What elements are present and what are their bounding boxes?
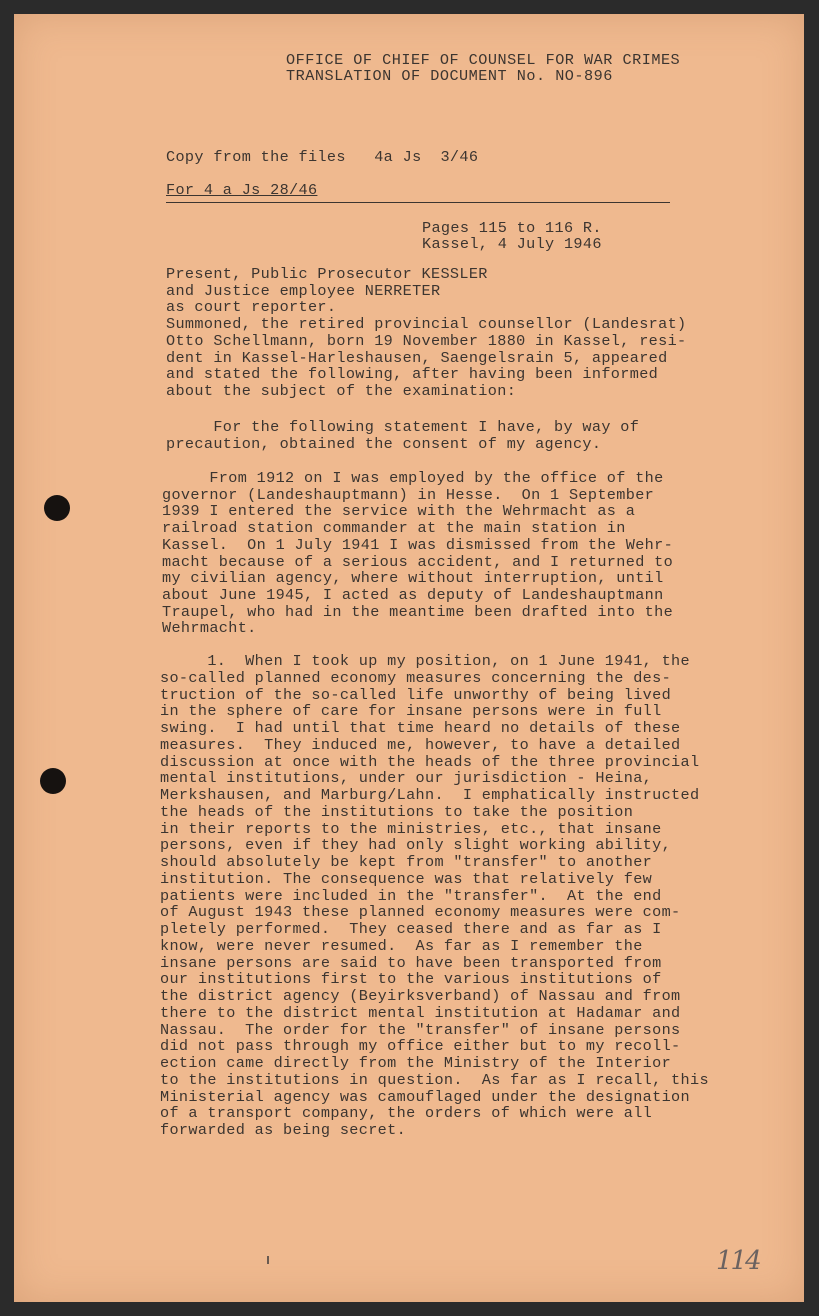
text-line: ection came directly from the Ministry of the Interior — [160, 1054, 672, 1072]
text-line: precaution, obtained the consent of my agency. — [166, 434, 602, 453]
text-line: about the subject of the examination: — [166, 381, 517, 400]
text-line: Present, Public Prosecutor KESSLER — [166, 265, 488, 283]
text-line: pletely performed. They ceased there and as far as I — [160, 920, 662, 938]
bottom-tick — [267, 1256, 269, 1264]
text-line: there to the district mental institution at Hadamar and — [160, 1003, 681, 1022]
punch-hole-lower — [40, 768, 66, 794]
page-number: 114 — [716, 1246, 760, 1276]
text-line: in the sphere of care for insane persons were in full — [160, 702, 662, 721]
text-line: mental institutions, under our jurisdiction - Heina, — [160, 769, 653, 788]
text-line: persons, even if they had only slight working ability, — [160, 836, 672, 855]
text-line: Ministerial agency was camouflaged under the designation — [160, 1087, 690, 1106]
text-line: macht because of a serious accident, and I returned to — [162, 552, 674, 571]
text-line: For the following statement I have, by way of — [166, 418, 640, 436]
text-line: railroad station commander at the main station in — [162, 519, 626, 538]
text-line: swing. I had until that time heard no details of these — [160, 719, 681, 737]
text-line: the heads of the institutions to take the position — [160, 802, 634, 821]
text-line: From 1912 on I was employed by the office of the — [162, 469, 664, 487]
text-line: institution. The consequence was that relatively few — [160, 869, 653, 888]
header-line-2: TRANSLATION OF DOCUMENT No. NO-896 — [286, 67, 613, 85]
text-line: Summoned, the retired provincial counsellor (Landesrat) — [166, 315, 687, 334]
text-line: Merkshausen, and Marburg/Lahn. I emphatically instructed — [160, 786, 700, 804]
punch-hole-upper — [44, 495, 70, 521]
text-line: my civilian agency, where without interruption, until — [162, 569, 664, 588]
text-line: know, were never resumed. As far as I remember the — [160, 936, 643, 955]
text-line: Kassel. On 1 July 1941 I was dismissed from the Wehr- — [162, 535, 674, 554]
text-line: in their reports to the ministries, etc., that insane — [160, 819, 662, 838]
text-line: 1939 I entered the service with the Wehrmacht as a — [162, 502, 636, 521]
header-line-1: OFFICE OF CHIEF OF COUNSEL FOR WAR CRIMES — [286, 51, 681, 69]
text-line: to the institutions in question. As far as I recall, this — [160, 1070, 709, 1089]
text-line: truction of the so-called life unworthy of being lived — [160, 685, 672, 704]
text-line: 1. When I took up my position, on 1 June 1941, the — [160, 652, 690, 670]
text-line: insane persons are said to have been transported from — [160, 953, 662, 972]
text-line: forwarded as being secret. — [160, 1121, 407, 1139]
text-line: Otto Schellmann, born 19 November 1880 in Kassel, resi- — [166, 331, 687, 350]
text-line: Wehrmacht. — [162, 619, 257, 638]
text-line: discussion at once with the heads of the three provincial — [160, 752, 700, 771]
text-line: of August 1943 these planned economy measures were com- — [160, 903, 681, 922]
text-line: measures. They induced me, however, to have a detailed — [160, 735, 681, 754]
text-line: governor (Landeshauptmann) in Hesse. On 1 September — [162, 485, 655, 504]
text-line: of a transport company, the orders of which were all — [160, 1104, 653, 1123]
place-date: Kassel, 4 July 1946 — [422, 235, 602, 253]
text-line: our institutions first to the various institutions of — [160, 970, 662, 989]
reference-underline — [166, 202, 670, 203]
text-line: and stated the following, after having been informed — [166, 365, 659, 384]
document-page — [14, 14, 804, 1302]
text-line: dent in Kassel-Harleshausen, Saengelsrain 5, appeared — [166, 348, 668, 367]
text-line: so-called planned economy measures concerning the des- — [160, 668, 672, 687]
for-reference: For 4 a Js 28/46 — [166, 181, 318, 199]
text-line: as court reporter. — [166, 298, 337, 317]
text-line: patients were included in the "transfer". At the end — [160, 886, 662, 905]
copy-from-files: Copy from the files 4a Js 3/46 — [166, 148, 479, 166]
text-line: Traupel, who had in the meantime been drafted into the — [162, 602, 674, 621]
text-line: should absolutely be kept from "transfer" to another — [160, 853, 653, 871]
text-line: about June 1945, I acted as deputy of Landeshauptmann — [162, 585, 664, 604]
text-line: did not pass through my office either but to my recoll- — [160, 1037, 681, 1056]
pages-reference: Pages 115 to 116 R. — [422, 219, 602, 237]
text-line: and Justice employee NERRETER — [166, 281, 441, 300]
text-line: the district agency (Beyirksverband) of Nassau and from — [160, 987, 681, 1005]
text-line: Nassau. The order for the "transfer" of insane persons — [160, 1020, 681, 1039]
